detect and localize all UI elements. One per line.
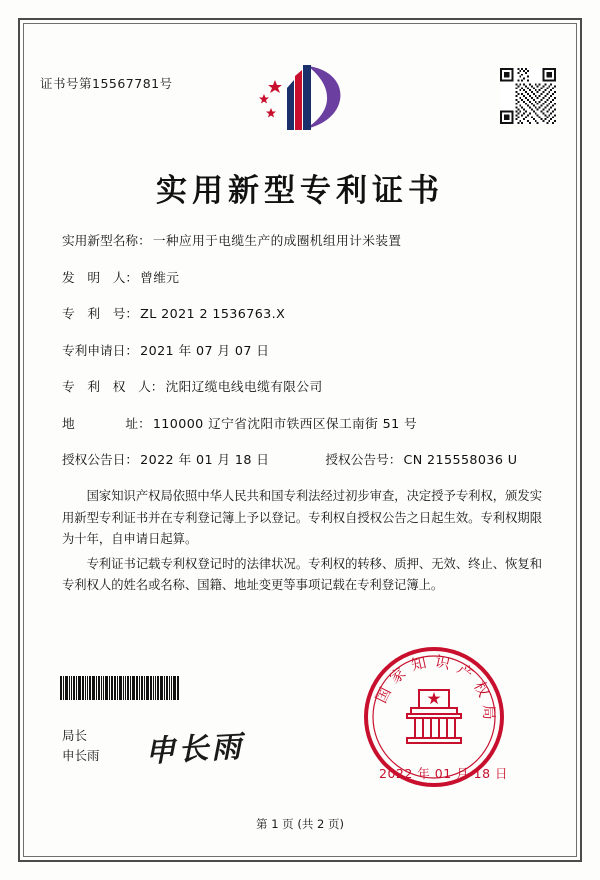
grant-date-label: 授权公告日： — [62, 452, 139, 467]
field-row-inventor — [62, 267, 550, 286]
seal-date: 2022 年 01 月 18 日 — [379, 766, 508, 781]
grant-date-value: 2022 年 01 月 18 日 — [140, 452, 270, 467]
field-row-application-date — [62, 340, 550, 359]
signature-block — [62, 726, 100, 765]
certificate-content — [40, 40, 560, 840]
legal-text — [62, 486, 542, 600]
legal-paragraph-2: 专利证书记载专利权登记时的法律状况。专利权的转移、质押、无效、终止、恢复和专利权人的姓名或名称、国籍、地址变更等事项记载在专利登记簿上。 — [62, 556, 542, 593]
field-label: 地 址： — [62, 415, 151, 431]
field-row-grant — [62, 449, 550, 468]
field-label: 实用新型名称： — [62, 233, 151, 248]
field-row-patent-number — [62, 303, 550, 322]
qr-code-icon — [500, 68, 556, 124]
field-value: 一种应用于电缆生产的成圈机组用计米装置 — [152, 233, 402, 248]
svg-text:国家知识产权局: 国家知识产权局 — [371, 652, 499, 727]
field-value: 曾维元 — [140, 269, 180, 285]
field-label: 发 明 人： — [62, 269, 139, 285]
field-value: 沈阳辽缆电线电缆有限公司 — [165, 379, 323, 394]
director-name: 申长雨 — [62, 747, 100, 763]
patent-office-emblem-icon — [245, 60, 355, 138]
field-label: 专利申请日： — [62, 342, 139, 358]
field-value: 110000 辽宁省沈阳市铁西区保工南街 51 号 — [152, 415, 418, 431]
handwritten-signature: 申长雨 — [144, 729, 246, 770]
field-value: ZL 2021 2 1536763.X — [140, 306, 286, 321]
field-value: 2021 年 07 月 07 日 — [140, 342, 270, 358]
field-row-invention-name — [62, 230, 550, 249]
field-label: 专 利 号： — [62, 306, 139, 321]
certificate-fields — [62, 230, 550, 486]
grant-number-value: CN 215558036 U — [403, 452, 518, 467]
field-row-address — [62, 413, 550, 432]
field-label: 专 利 权 人： — [62, 379, 164, 394]
certificate-number: 证书号第15567781号 — [40, 76, 173, 91]
legal-paragraph-1: 国家知识产权局依照中华人民共和国专利法经过初步审查，决定授予专利权，颁发实用新型专利证书并在专利登记簿上予以登记。专利权自授权公告之日起生效。专利权期限为十年，自申请日起算。 — [62, 489, 542, 547]
grant-number-label: 授权公告号： — [325, 452, 402, 467]
field-row-patentee — [62, 376, 550, 395]
page-title: 实用新型专利证书 — [156, 173, 444, 209]
page-footer: 第 1 页 (共 2 页) — [256, 817, 344, 831]
barcode-icon — [60, 676, 192, 700]
director-title: 局长 — [62, 728, 88, 744]
